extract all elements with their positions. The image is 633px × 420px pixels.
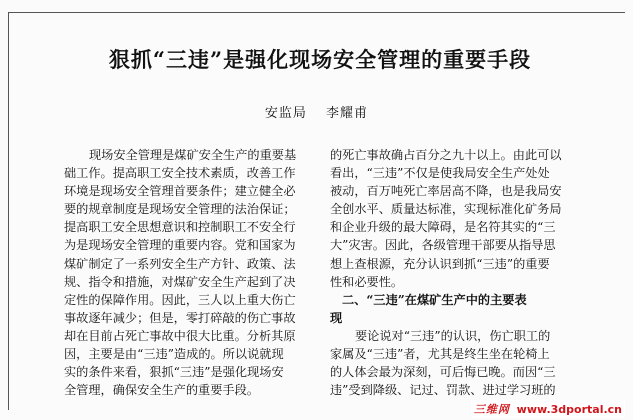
paragraph-line: 的人体会最为深刻，可后悔已晚。而因“三 xyxy=(330,365,556,380)
section-heading: 二、“三违”在煤矿生产中的主要表 xyxy=(342,292,527,307)
paragraph-line: 被动，百万吨死亡率居高不降，也是我局安 xyxy=(330,184,562,199)
paragraph-line: 想上查根源，充分认识到抓“三违”的重要 xyxy=(330,256,550,271)
paragraph-line: 全创水平、质量达标准，实现标准化矿务局 xyxy=(330,202,562,217)
paragraph-line: 大”灾害。因此，各级管理干部要从指导思 xyxy=(330,238,556,253)
paragraph-line: 为是现场安全管理的重要内容。党和国家为 xyxy=(64,238,296,253)
paragraph-line: 因，主要是由“三违”造成的。所以说就现 xyxy=(64,347,284,362)
paragraph-line: 性和必要性。 xyxy=(330,274,404,289)
paragraph-line: 事故逐年减少；但是，零打碎敲的伤亡事故 xyxy=(64,310,296,325)
paragraph-line: 要论说对“三违”的认识，伤亡职工的 xyxy=(355,328,551,343)
paragraph-line: 煤矿制定了一系列安全生产方针、政策、法 xyxy=(64,256,296,271)
paragraph-line: 规、指令和措施，对煤矿安全生产起到了决 xyxy=(64,274,296,289)
watermark xyxy=(471,400,625,418)
paragraph-line: 的死亡事故确占百分之九十以上。由此可以 xyxy=(330,148,562,162)
right-column xyxy=(330,146,580,399)
paragraph-line: 现场安全管理是煤矿安全生产的重要基 xyxy=(89,148,297,162)
paragraph-line: 违”受到降级、记过、罚款、进过学习班的 xyxy=(330,383,556,398)
article-title: 狠抓“三违”是强化现场安全管理的重要手段 xyxy=(108,47,532,72)
paragraph-line: 实的条件来看，狠抓“三违”是强化现场安 xyxy=(64,365,284,380)
paragraph-line: 环境是现场安全管理首要条件；建立健全必 xyxy=(64,184,296,199)
paragraph-line: 提高职工安全思想意识和控制职工不安全行 xyxy=(64,220,296,235)
article-byline: 安监局 李耀甫 xyxy=(264,106,369,121)
page-border-left xyxy=(8,12,9,410)
paragraph-line: 要的规章制度是现场安全管理的法治保证； xyxy=(64,202,296,217)
watermark-url: www.3dportal.cn xyxy=(516,403,622,416)
paragraph-line: 础工作。提高职工安全技术素质，改善工作 xyxy=(64,166,296,181)
watermark-brand: 三维网 xyxy=(473,403,510,416)
paragraph-line: 和企业升级的最大障碍，是名符其实的“三 xyxy=(330,220,556,235)
section-heading-continued: 现 xyxy=(330,310,343,325)
left-column xyxy=(64,146,312,399)
paragraph-line: 却在目前占死亡事故中很大比重。分析其原 xyxy=(64,328,296,343)
paragraph-line: 定性的保障作用。因此，三人以上重大伤亡 xyxy=(64,292,296,307)
paragraph-line: 家属及“三违”者，尤其是终生坐在轮椅上 xyxy=(330,347,550,362)
paragraph-line: 看出，“三违”不仅是使我局安全生产处处 xyxy=(330,166,550,181)
paragraph-line: 全管理，确保安全生产的重要手段。 xyxy=(64,383,259,398)
page-border-top xyxy=(8,12,625,13)
